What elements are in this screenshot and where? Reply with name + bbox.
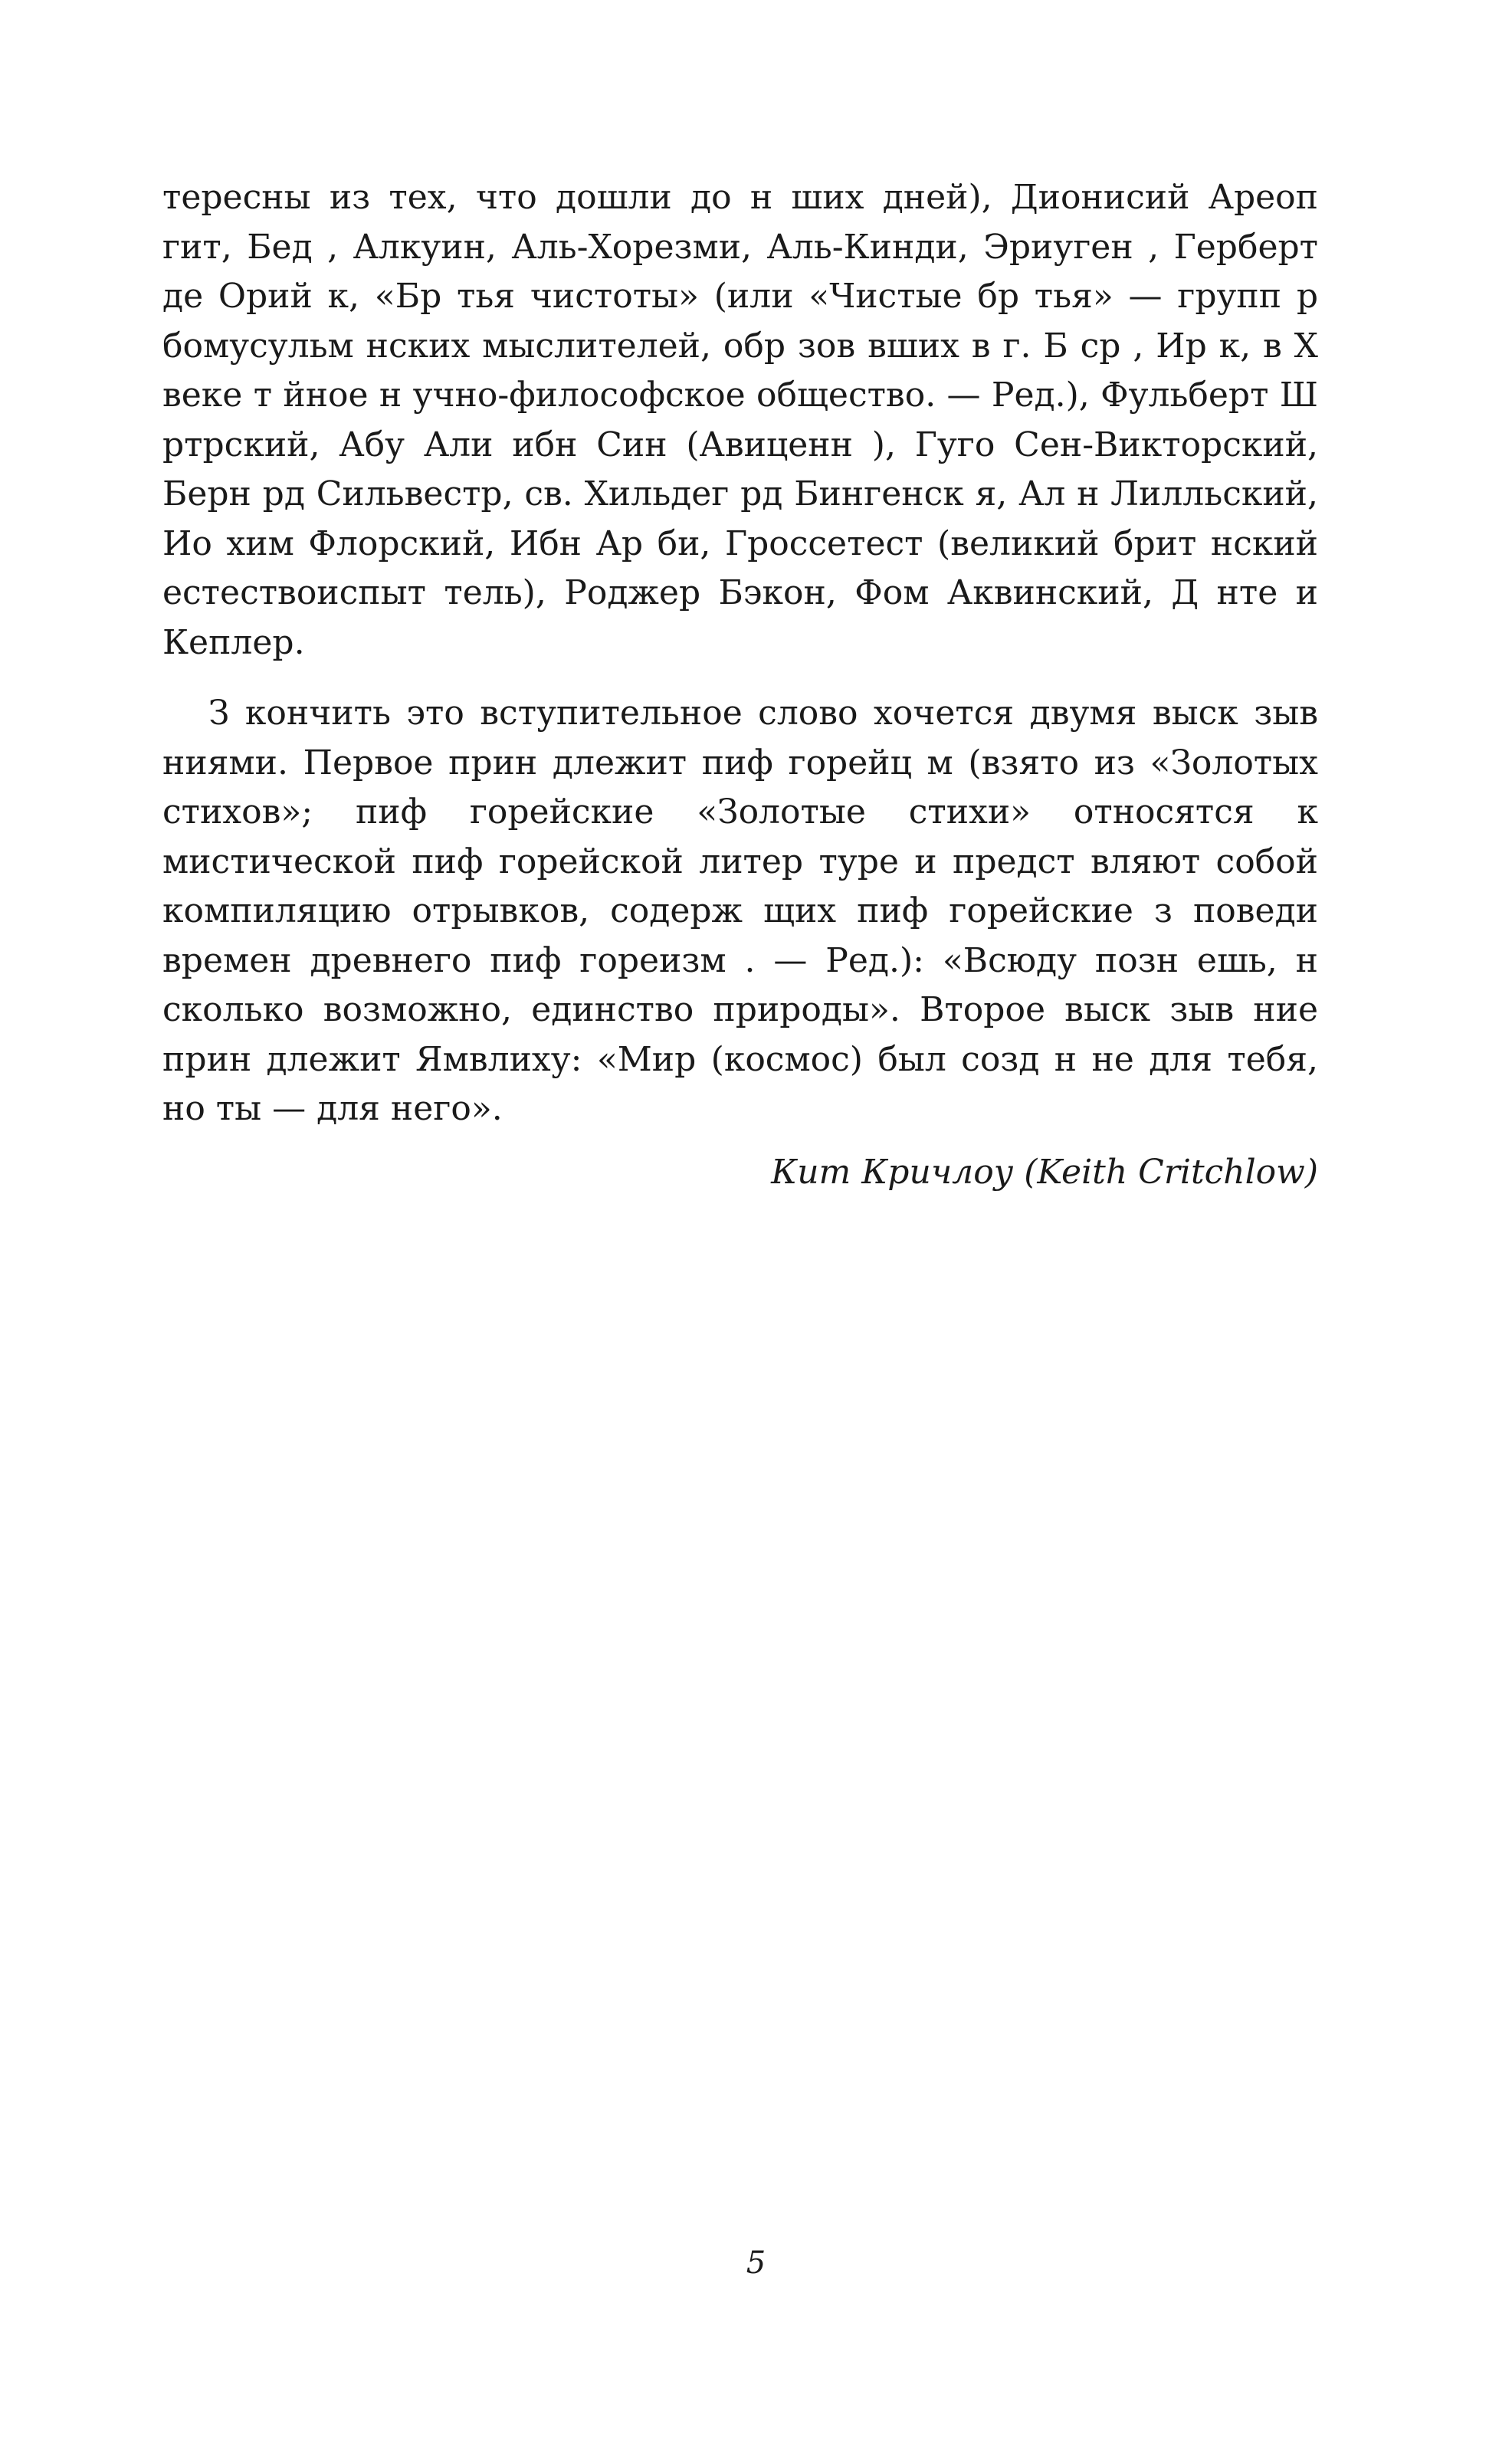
author-signature: Кит Кричлоу (Keith Critchlow) [771,1152,1318,1192]
paragraph-closing-quotes: З кончить это вступительное слово хочется двумя выск зыв ниями. Первое прин длежит пиф горейц м (взято из «Золотых стихов»; пиф горейские «Золотые стихи» относятся к мистической пиф горейской литер туре и предст вляют собой компиляцию отрывков, содерж щих пиф горейские з поведи времен древнего пиф гореизм . — Ред.): «Всюду позн ешь, н сколько возможно, единство природы». Второе выск зыв ние прин длежит Ямвлиху: «Мир (космос) был созд н не для тебя, но ты — для него». [162,694,1318,1128]
body-text [162,173,1318,1197]
paragraph-names-list: тересны из тех, что дошли до н ших дней), Дионисий Ареоп гит, Бед , Алкуин, Аль-Хорезми, Аль-Кинди, Эриуген , Герберт де Орий к, «Бр тья чистоты» (или «Чистые бр тья» — групп р бомусульм нских мыслителей, обр зов вших в г. Б ср , Ир к, в X веке т йное н учно-философское общество. — Ред.), Фульберт Ш ртрский, Абу Али ибн Син (Авиценн ), Гуго Сен-Викторский, Берн рд Сильвестр, св. Хильдег рд Бингенск я, Ал н Лилльский, Ио хим Флорский, Ибн Ар би, Гроссетест (великий брит нский естествоиспыт тель), Роджер Бэкон, Фом Аквинский, Д нте и Кеплер. [162,178,1318,662]
page-number: 5 [746,2246,766,2281]
